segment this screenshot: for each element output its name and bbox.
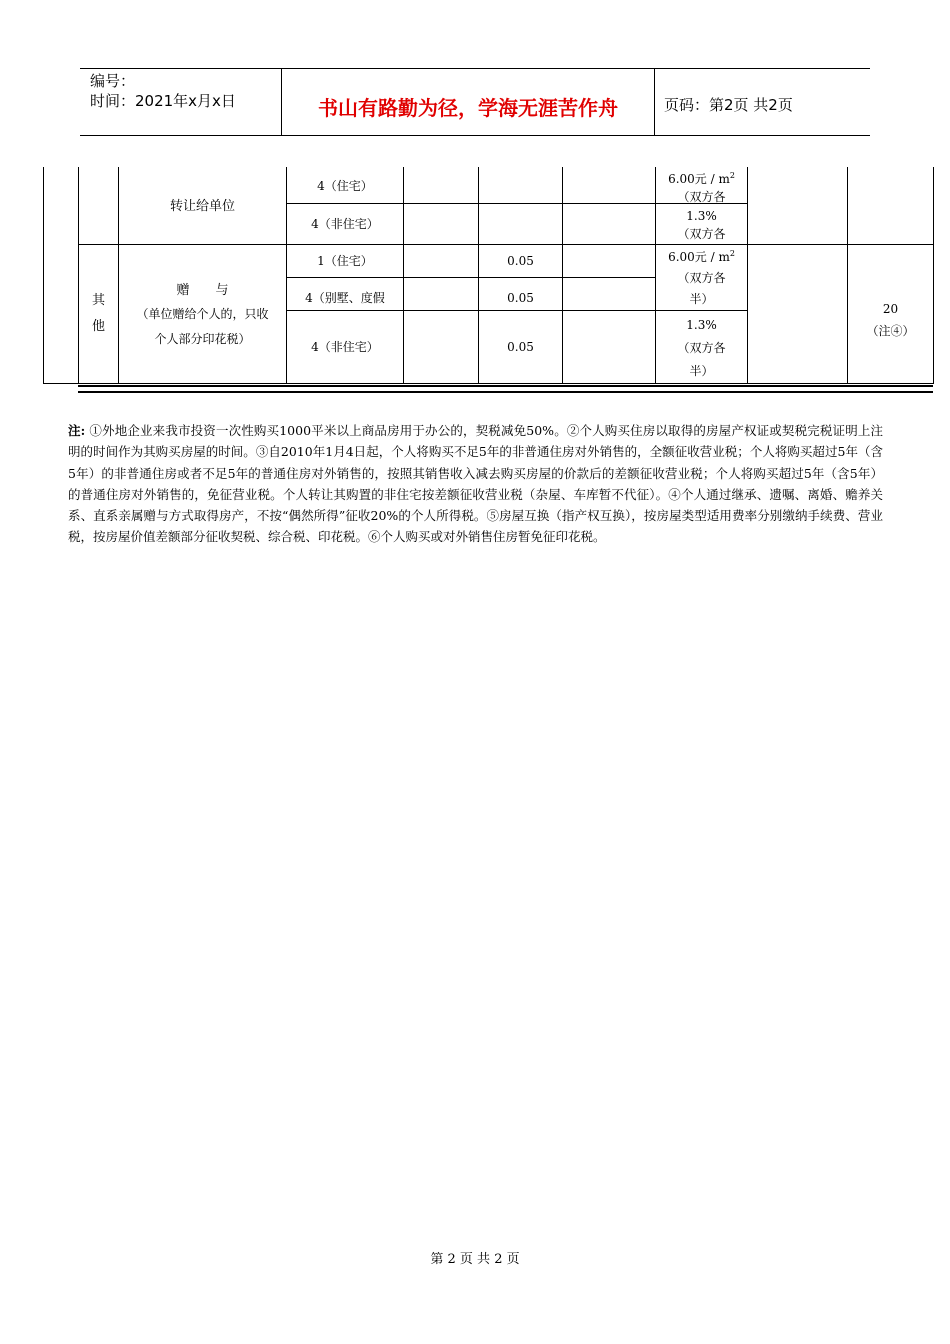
tax-rate-value: 20 [882,302,899,316]
rate-note: （双方各 [677,341,726,355]
notes-paragraph [68,420,883,548]
rate-cell: 1（住宅） [317,254,373,268]
rate-value: 6.00元 / m [668,250,730,264]
transfer-unit-label: 转让给单位 [169,199,235,214]
rate-note: （双方各 [677,271,726,285]
page-info: 页码：第2页 共2页 [664,96,793,114]
gift-subtitle: （单位赠给个人的，只收 [136,307,269,321]
rate-note: 半） [689,364,714,378]
group-other-char: 他 [91,319,105,334]
rate-note: （双方各 [677,190,726,203]
table-border [78,167,79,384]
deed-rate-cell [656,207,747,244]
header-top-rule [80,68,870,69]
rate-cell: 4（非住宅） [311,340,379,354]
table-bottom-double-rule [78,391,933,393]
rate-value: 6.00元 / m [668,172,730,186]
rate-cell: 4（非住宅） [311,217,379,231]
tax-rate-cell [848,298,933,342]
rate-cell: 4（住宅） [317,179,373,193]
rate-cell: 4（别墅、度假 [305,291,385,305]
rate-sup: 2 [729,171,735,180]
table-row-rule [286,203,747,204]
table-bottom-rule [43,383,933,384]
page-footer: 第 2 页 共 2 页 [430,1252,520,1267]
rate-sup: 2 [729,249,735,258]
deed-rate-cell [656,247,747,310]
table-border [847,167,848,384]
rate-value: 1.3% [686,209,717,223]
table-border [933,167,934,384]
table-row-rule [78,244,933,245]
stamp-rate-cell: 0.05 [507,291,534,305]
motto: 书山有路勤为径，学海无涯苦作舟 [318,96,618,120]
group-other-char: 其 [91,293,105,308]
rate-note: 半） [689,292,714,306]
header-divider [654,68,655,135]
table-border [403,167,404,384]
table-border [43,167,44,384]
header-bottom-rule [80,135,870,136]
table-bottom-double-rule [78,385,933,387]
table-row-rule [286,310,747,311]
gift-title: 赠 与 [176,283,229,298]
gift-subtitle: 个人部分印花税） [154,332,251,346]
rate-value: 1.3% [686,318,717,332]
table-border [562,167,563,384]
stamp-rate-cell: 0.05 [507,340,534,354]
notes-text: ①外地企业来我市投资一次性购买1000平米以上商品房用于办公的，契税减免50%。②个人购买住房以取得的房屋产权证或契税完税证明上注明的时间作为其购买房屋的时间。③自2010年1月4日起，个人将购买不足5年的非普通住房对外销售的，全额征收营业税；个人将购买超过5年（含5年）的非普通住房或者不足5年的普通住房对外销售的，按照其销售收入减去购买房屋的价款后的差额征收营业税；个人将购买超过5年（含5年）的普通住房对外销售的，免征营业税。个人转让其购置的非住宅按差额征收营业税（杂屋、车库暂不代征）。④个人通过继承、遗嘱、离婚、赡养关系、直系亲属赠与方式取得房产，不按“偶然所得”征收20%的个人所得税。⑤房屋互换（指产权互换），按房屋类型适用费率分别缴纳手续费、营业税，按房屋价值差额部分征收契税、综合税、印花税。⑥个人购买或对外销售住房暂免征印花税。 [68,423,883,545]
serial-label: 编号： [90,72,136,90]
deed-rate-cell [656,314,747,383]
date-label: 时间：2021年x月x日 [90,92,236,110]
deed-rate-cell [656,170,747,203]
rate-note: （双方各 [677,227,726,241]
notes-label: 注: [68,423,86,438]
table-border [747,167,748,384]
tax-rate-note: （注④） [866,324,915,338]
table-row-rule [286,277,655,278]
stamp-rate-cell: 0.05 [507,254,534,268]
